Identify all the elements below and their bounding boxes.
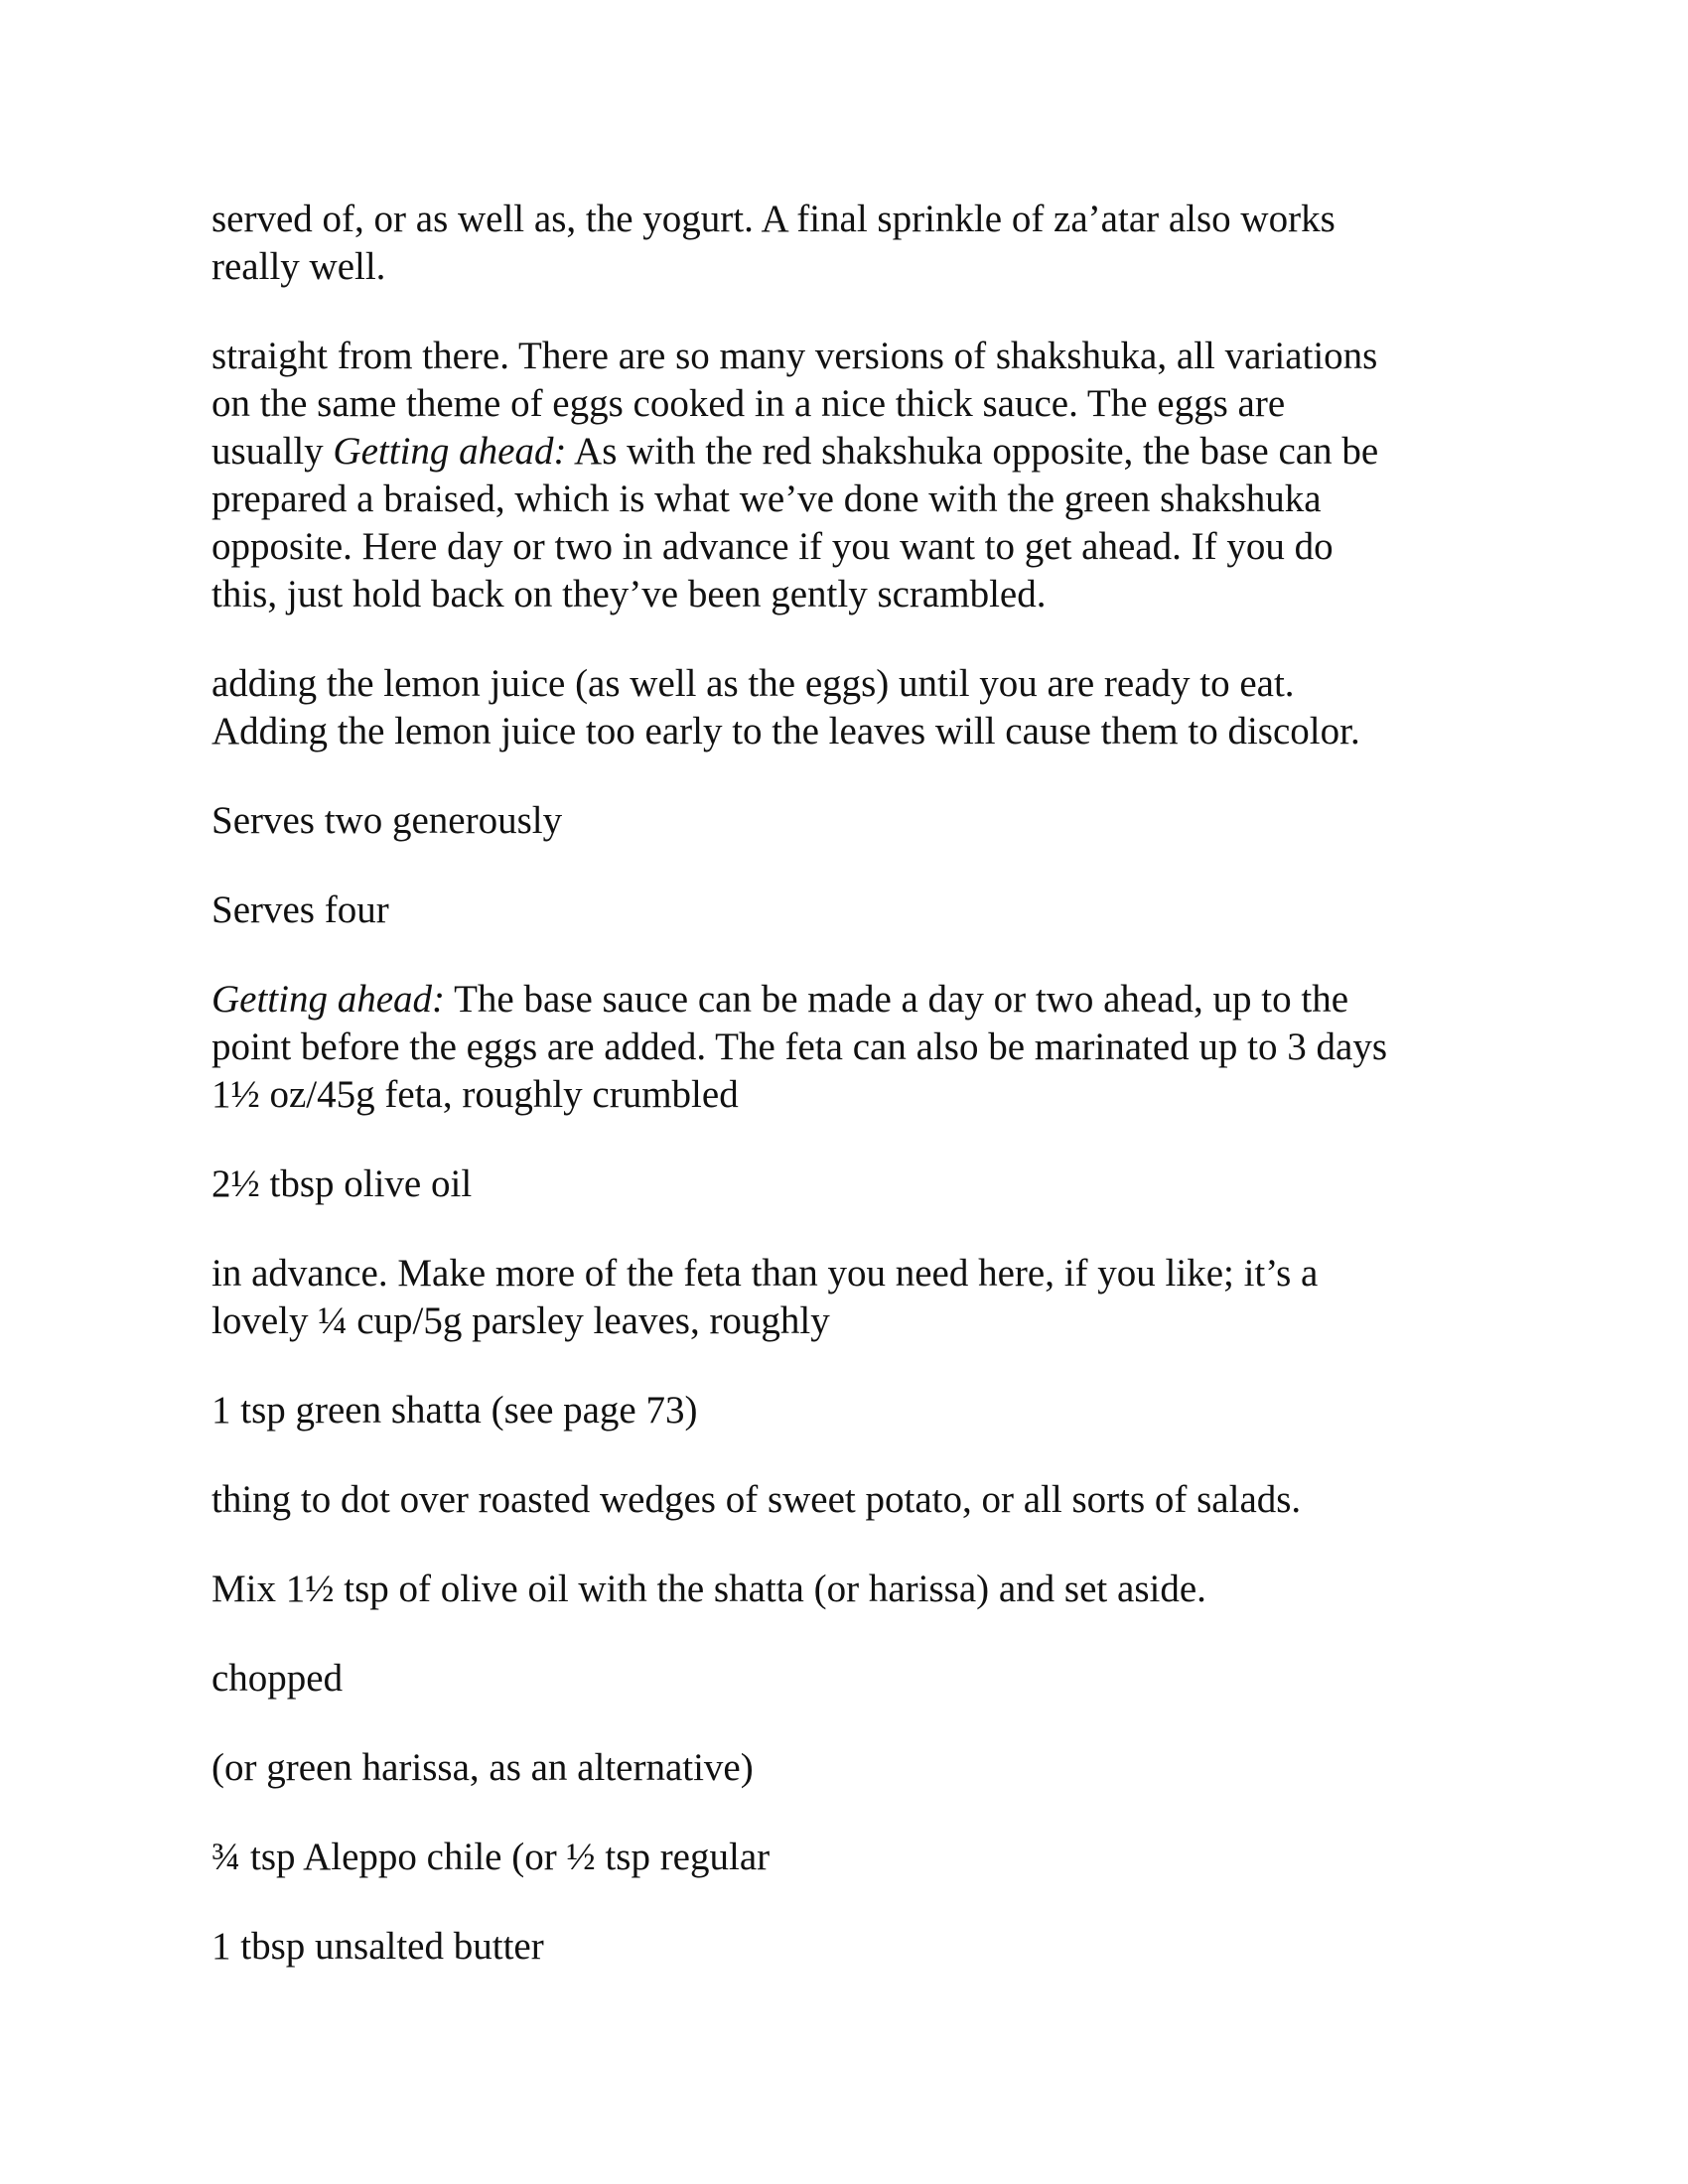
ingredient-olive-oil xyxy=(211,1160,1492,1208)
text-line: point before the eggs are added. The feta can also be marinated up to 3 days xyxy=(211,1025,1387,1068)
paragraph-getting-ahead xyxy=(211,976,1492,1119)
italic-heading: Getting ahead: xyxy=(333,430,567,473)
ingredient-aleppo-chile xyxy=(211,1834,1492,1881)
paragraph-shakshuka xyxy=(211,333,1492,618)
text-line: on the same theme of eggs cooked in a nice thick sauce. The eggs are xyxy=(211,382,1286,425)
paragraph-sweet-potato xyxy=(211,1476,1492,1524)
text-line-mixed xyxy=(211,976,1492,1024)
text-run: The base sauce can be made a day or two ahead, up to the xyxy=(445,978,1349,1021)
text-green-harissa xyxy=(211,1744,1492,1792)
text-line: Serves four xyxy=(211,888,389,931)
document-body xyxy=(211,196,1492,1971)
text-line: Mix 1½ tsp of olive oil with the shatta (or harissa) and set aside. xyxy=(211,1568,1206,1610)
serves-two xyxy=(211,797,1492,845)
text-line: (or green harissa, as an alternative) xyxy=(211,1746,754,1789)
text-line: prepared a braised, which is what we’ve done with the green shakshuka xyxy=(211,478,1322,520)
text-line: 2½ tbsp olive oil xyxy=(211,1162,473,1205)
text-line: this, just hold back on they’ve been gently scrambled. xyxy=(211,573,1047,615)
text-line: 1 tsp green shatta (see page 73) xyxy=(211,1389,698,1432)
text-line: chopped xyxy=(211,1657,344,1700)
text-line: really well. xyxy=(211,245,386,288)
paragraph-yogurt xyxy=(211,196,1492,291)
text-line: served of, or as well as, the yogurt. A final sprinkle of za’atar also works xyxy=(211,198,1336,240)
text-line: adding the lemon juice (as well as the eggs) until you are ready to eat. xyxy=(211,662,1295,705)
method-step xyxy=(211,1566,1492,1613)
text-line: straight from there. There are so many versions of shakshuka, all variations xyxy=(211,335,1378,377)
paragraph-lemon-juice xyxy=(211,660,1492,755)
italic-heading: Getting ahead: xyxy=(211,978,446,1021)
text-line: 1 tbsp unsalted butter xyxy=(211,1925,544,1968)
text-line: ¾ tsp Aleppo chile (or ½ tsp regular xyxy=(211,1836,771,1878)
text-line: in advance. Make more of the feta than you need here, if you like; it’s a xyxy=(211,1252,1319,1295)
text-line: Adding the lemon juice too early to the leaves will cause them to discolor. xyxy=(211,710,1360,752)
serves-four xyxy=(211,887,1492,934)
ingredient-feta: 1½ oz/45g feta, roughly crumbled xyxy=(211,1073,739,1116)
ingredient-green-shatta xyxy=(211,1387,1492,1434)
text-chopped xyxy=(211,1655,1492,1703)
paragraph-advance xyxy=(211,1250,1492,1345)
text-run: usually xyxy=(211,430,334,473)
ingredient-butter xyxy=(211,1923,1492,1971)
text-line: lovely ¼ cup/5g parsley leaves, roughly xyxy=(211,1299,830,1342)
text-line: thing to dot over roasted wedges of sweet potato, or all sorts of salads. xyxy=(211,1478,1302,1521)
text-line-mixed xyxy=(211,428,1492,476)
text-run: As with the red shakshuka opposite, the base can be xyxy=(566,430,1379,473)
text-line: Serves two generously xyxy=(211,799,563,842)
text-line: opposite. Here day or two in advance if you want to get ahead. If you do xyxy=(211,525,1334,568)
